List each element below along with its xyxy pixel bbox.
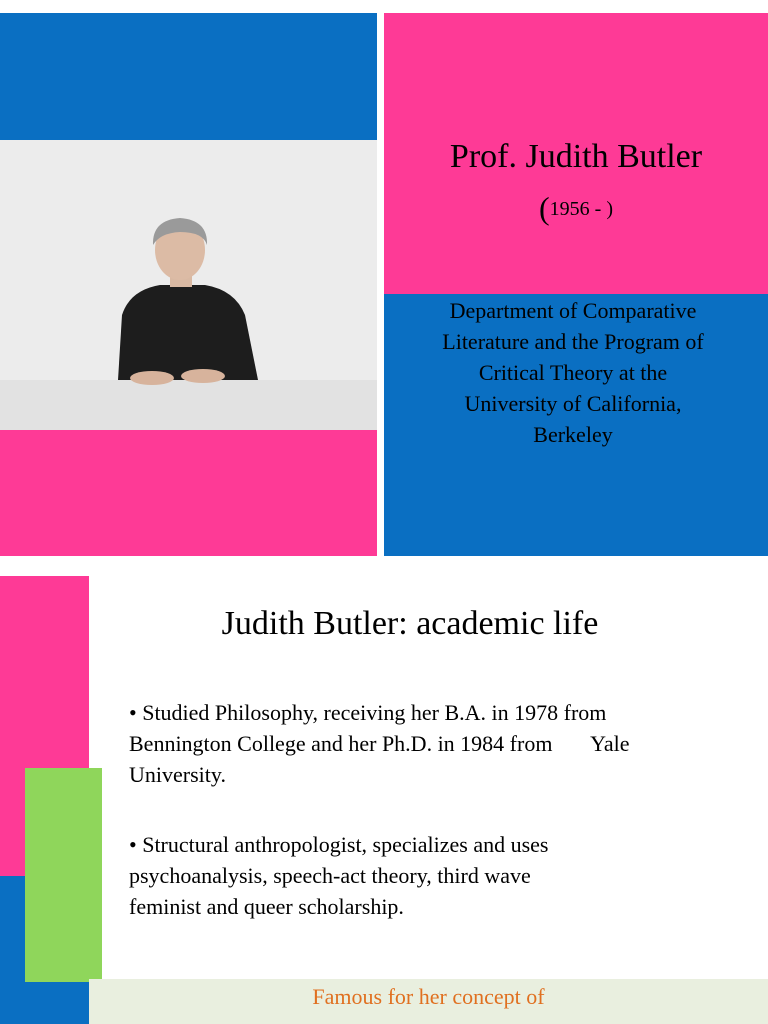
left-green-bar bbox=[25, 768, 102, 982]
years-open-paren: ( bbox=[539, 190, 550, 226]
bullet-line: feminist and queer scholarship. bbox=[129, 894, 404, 919]
top-left-blue-block bbox=[0, 13, 377, 140]
portrait-photo bbox=[0, 140, 377, 430]
department-line: Critical Theory at the bbox=[478, 360, 668, 385]
footer-caption: Famous for her concept of bbox=[312, 984, 545, 1009]
department-line: University of California, bbox=[464, 391, 682, 416]
bullet-specialization bbox=[129, 829, 729, 922]
years-text: 1956 - ) bbox=[549, 198, 613, 220]
section-heading: Judith Butler: academic life bbox=[221, 605, 599, 642]
bullet-line: • Structural anthropologist, specializes and uses bbox=[129, 832, 549, 857]
bullet-education bbox=[129, 697, 729, 790]
bullet-line: Bennington College and her Ph.D. in 1984 from Yale bbox=[129, 731, 630, 756]
bullet-line: • Studied Philosophy, receiving her B.A. in 1978 from bbox=[129, 700, 607, 725]
department-text bbox=[400, 295, 746, 450]
department-line: Berkeley bbox=[533, 422, 613, 447]
life-years bbox=[384, 190, 768, 227]
bottom-left-pink-block bbox=[0, 430, 377, 556]
department-line: Department of Comparative bbox=[449, 298, 697, 323]
bullet-line: psychoanalysis, speech-act theory, third wave bbox=[129, 863, 531, 888]
department-line: Literature and the Program of bbox=[442, 329, 704, 354]
bullet-line: University. bbox=[129, 762, 226, 787]
slide-title: Prof. Judith Butler bbox=[449, 138, 703, 175]
